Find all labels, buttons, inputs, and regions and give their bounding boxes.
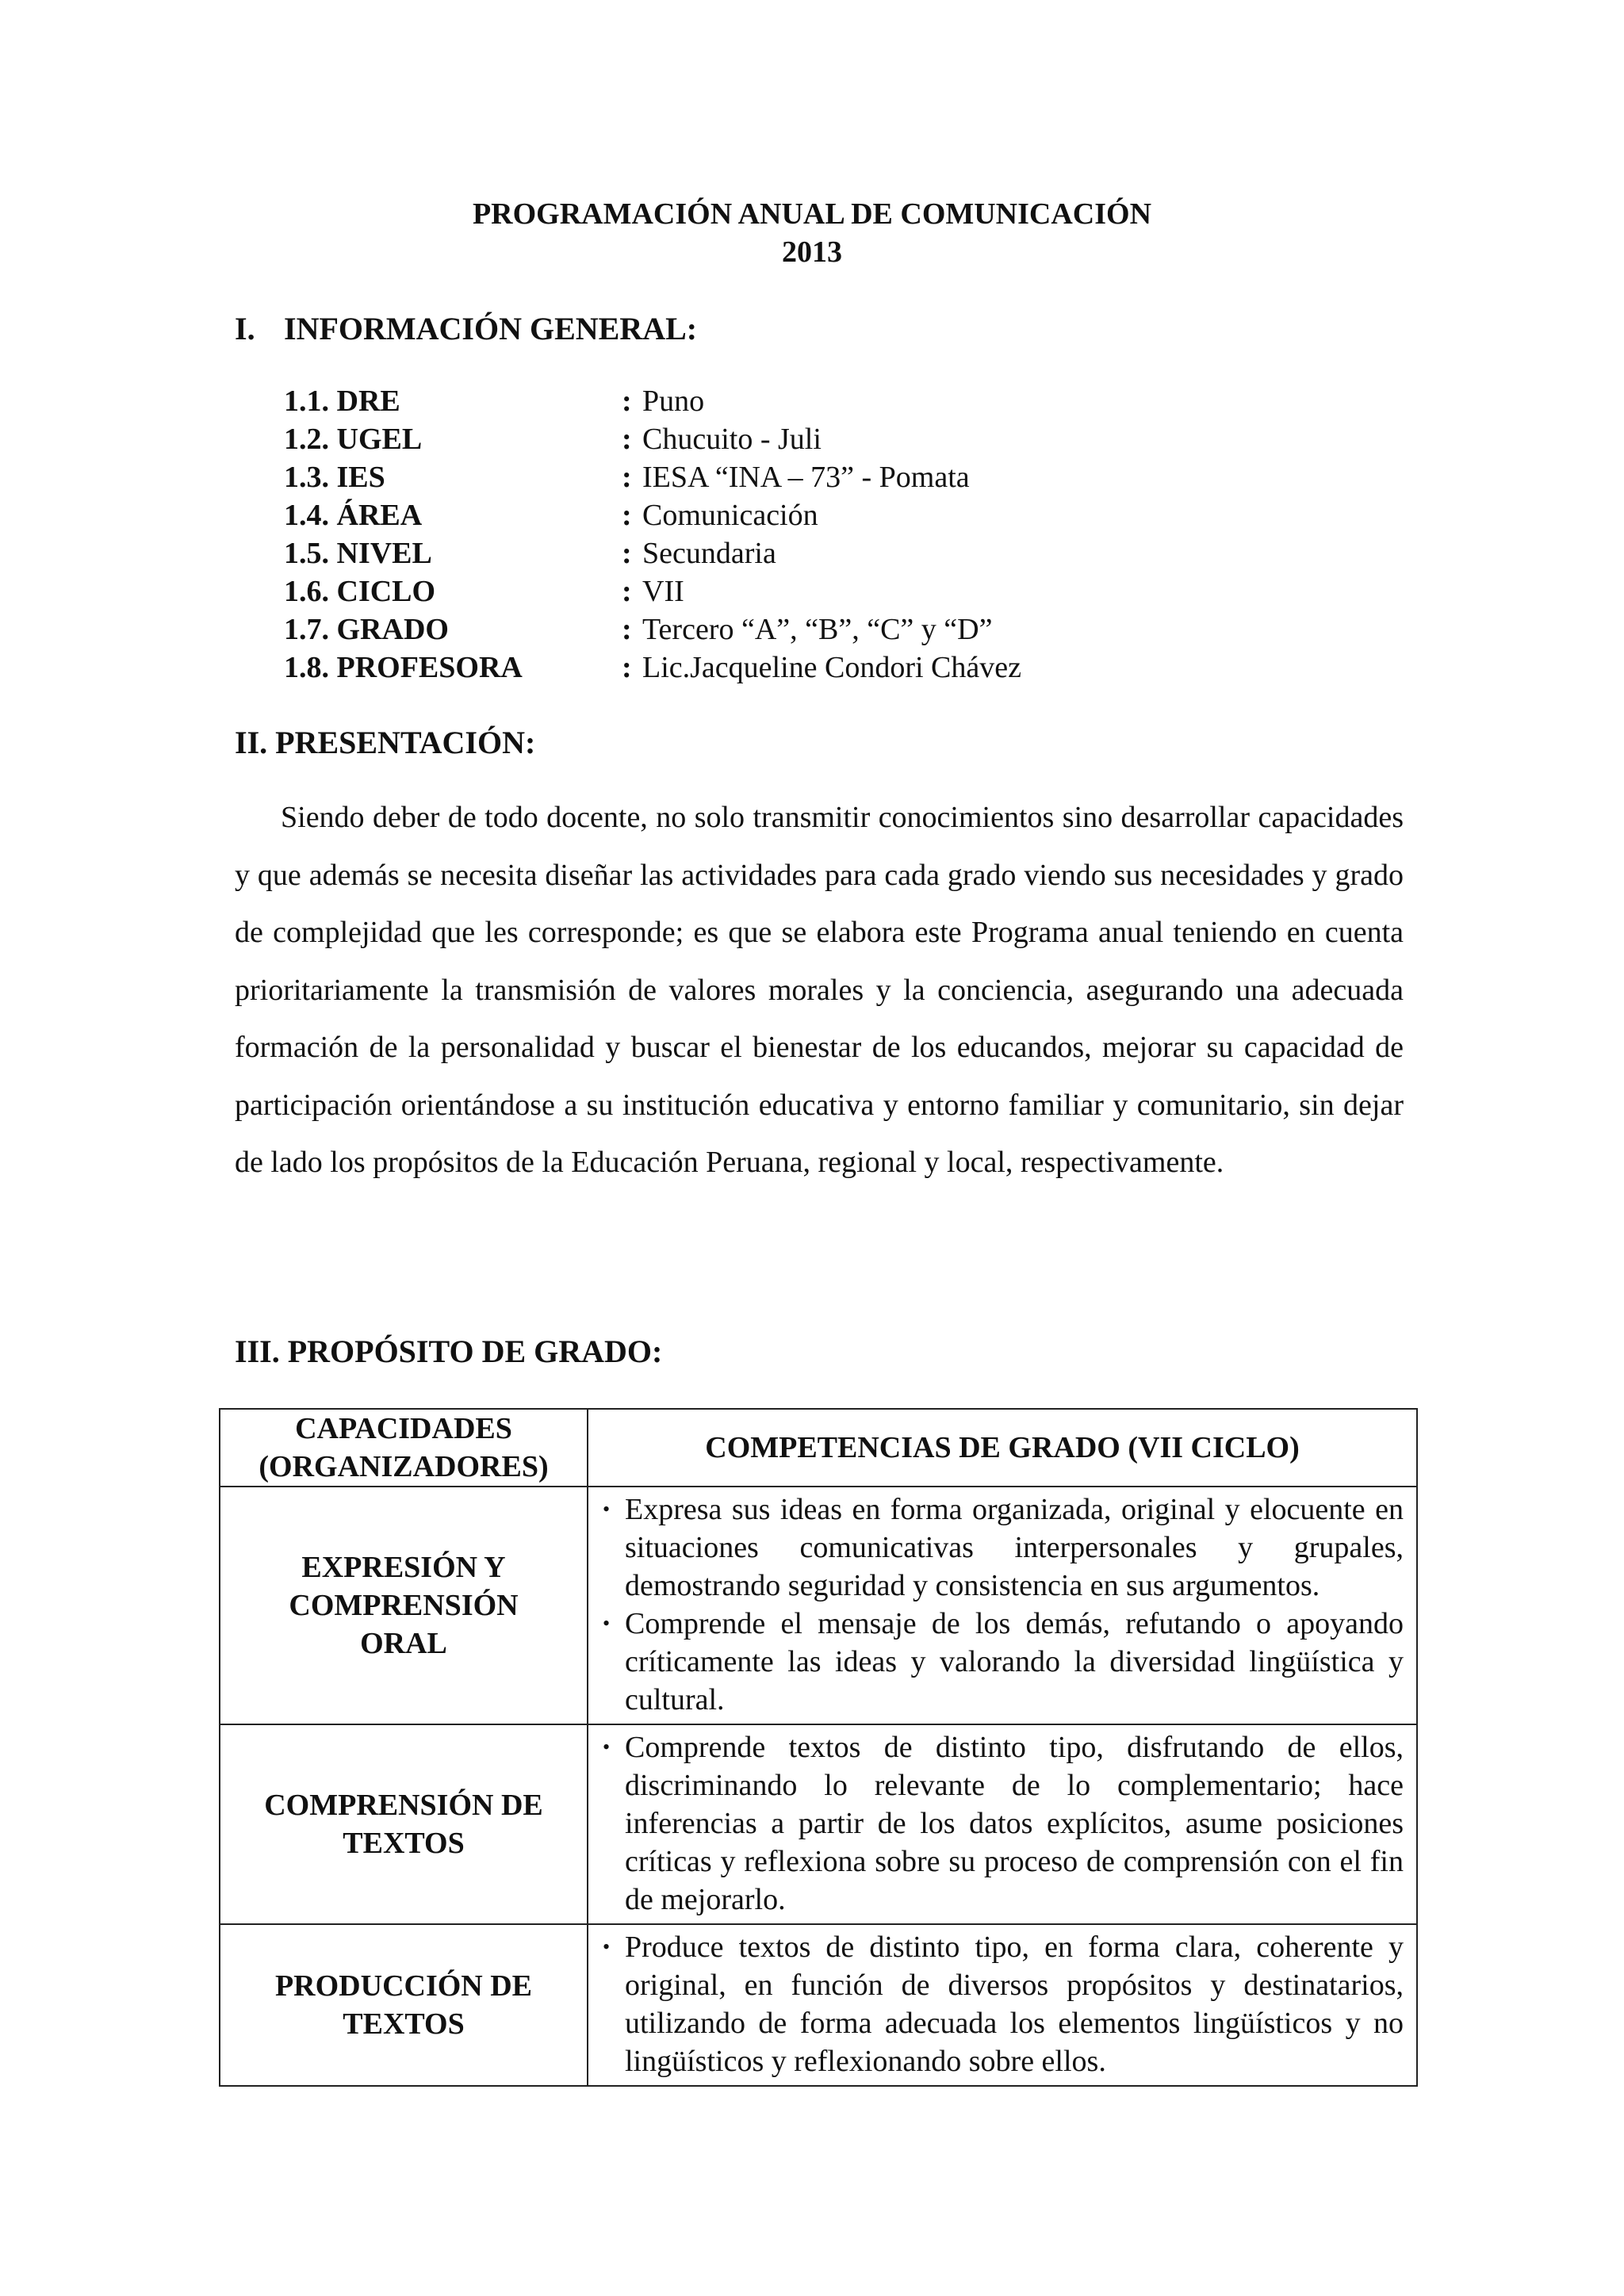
header-capacities	[220, 1409, 588, 1487]
info-key: 1.2. UGEL	[284, 423, 423, 456]
info-colon: :	[622, 613, 632, 646]
header-capacities-line1: CAPACIDADES	[295, 1412, 512, 1445]
info-key: 1.5. NIVEL	[284, 537, 432, 570]
capacity-line: EXPRESIÓN Y	[301, 1551, 506, 1584]
info-key: 1.8. PROFESORA	[284, 651, 523, 684]
competency-cell	[588, 1724, 1417, 1924]
competency-list	[601, 1490, 1404, 1719]
section-3-heading: III. PROPÓSITO DE GRADO:	[235, 1334, 663, 1369]
capacity-line: PRODUCCIÓN DE	[274, 1969, 533, 2003]
table-header-row	[220, 1409, 1417, 1487]
competency-text: Comprende el mensaje de los demás, refutando o apoyando críticamente las ideas y valorando la diversidad lingüística y cultural.	[625, 1607, 1404, 1716]
table-row	[220, 1924, 1417, 2086]
info-value: Tercero “A”, “B”, “C” y “D”	[642, 613, 993, 646]
info-colon: :	[622, 385, 632, 418]
section-2-heading: II. PRESENTACIÓN:	[235, 725, 536, 760]
competency-text: Comprende textos de distinto tipo, disfrutando de ellos, discriminando lo relevante de lo complementario; hace inferencias a partir de los datos explícitos, asume posiciones críticas y reflexiona sobre su proceso de comprensión con el fin de mejorarlo.	[625, 1731, 1404, 1916]
bullet-icon: •	[603, 1935, 611, 1958]
list-item	[601, 1928, 1404, 2080]
info-value: Comunicación	[642, 499, 818, 532]
info-key: 1.3. IES	[284, 461, 385, 494]
section-1-heading	[235, 309, 697, 349]
info-value: Lic.Jacqueline Condori Chávez	[642, 651, 1022, 684]
competency-list	[601, 1928, 1404, 2080]
info-colon: :	[622, 499, 632, 532]
table-row	[220, 1724, 1417, 1924]
info-colon: :	[622, 651, 632, 684]
info-value: Secundaria	[642, 537, 776, 570]
capacity-line: COMPRENSIÓN	[289, 1589, 519, 1622]
competency-list	[601, 1728, 1404, 1919]
table-row	[220, 1487, 1417, 1724]
info-key: 1.6. CICLO	[284, 575, 436, 608]
document-year: 2013	[782, 235, 842, 269]
info-value: VII	[642, 575, 684, 608]
list-item	[601, 1605, 1404, 1719]
info-value: Puno	[642, 385, 705, 418]
header-competencies: COMPETENCIAS DE GRADO (VII CICLO)	[588, 1409, 1417, 1487]
presentation-paragraph: Siendo deber de todo docente, no solo transmitir conocimientos sino desarrollar capacidades y que además se necesita diseñar las actividades para cada grado viendo sus necesidades y grado de complejidad que les corresponde; es que se elabora este Programa anual teniendo en cuenta prioritariamente la transmisión de valores morales y la conciencia, asegurando una adecuada formación de la personalidad y buscar el bienestar de los educandos, mejorar su capacidad de participación orientándose a su institución educativa y entorno familiar y comunitario, sin dejar de lado los propósitos de la Educación Peruana, regional y local, respectivamente.	[235, 801, 1404, 1179]
capacity-line: COMPRENSIÓN DE	[264, 1789, 543, 1822]
info-colon: :	[622, 575, 632, 608]
info-key: 1.4. ÁREA	[284, 499, 423, 532]
competency-text: Produce textos de distinto tipo, en forma clara, coherente y original, en función de diversos propósitos y destinatarios, utilizando de forma adecuada los elementos lingüísticos y no lingüísticos y reflexionando sobre ellos.	[625, 1931, 1404, 2078]
info-key: 1.7. GRADO	[284, 613, 449, 646]
capacity-line: TEXTOS	[343, 1827, 465, 1860]
info-colon: :	[622, 423, 632, 456]
section-1-number: I.	[235, 311, 255, 346]
competency-cell	[588, 1487, 1417, 1724]
bullet-icon: •	[603, 1498, 611, 1521]
info-colon: :	[622, 461, 632, 494]
bullet-icon: •	[603, 1735, 611, 1758]
competency-cell	[588, 1924, 1417, 2086]
capacity-line: TEXTOS	[343, 2007, 465, 2041]
capacity-cell	[220, 1487, 588, 1724]
section-1-label: INFORMACIÓN GENERAL:	[284, 311, 698, 346]
info-value: Chucuito - Juli	[642, 423, 822, 456]
capacity-cell	[220, 1724, 588, 1924]
header-capacities-line2: (ORGANIZADORES)	[259, 1450, 549, 1483]
info-key: 1.1. DRE	[284, 385, 400, 418]
competency-text: Expresa sus ideas en forma organizada, original y elocuente en situaciones comunicativas interpersonales y grupales, demostrando seguridad y consistencia en sus argumentos.	[625, 1493, 1404, 1602]
capacity-line: ORAL	[360, 1627, 447, 1660]
list-item	[601, 1490, 1404, 1605]
document-title: PROGRAMACIÓN ANUAL DE COMUNICACIÓN	[472, 197, 1152, 231]
info-colon: :	[622, 537, 632, 570]
info-value: IESA “INA – 73” - Pomata	[642, 461, 970, 494]
capacity-cell	[220, 1924, 588, 2086]
bullet-icon: •	[603, 1612, 611, 1635]
purpose-table	[219, 1408, 1418, 2087]
list-item	[601, 1728, 1404, 1919]
